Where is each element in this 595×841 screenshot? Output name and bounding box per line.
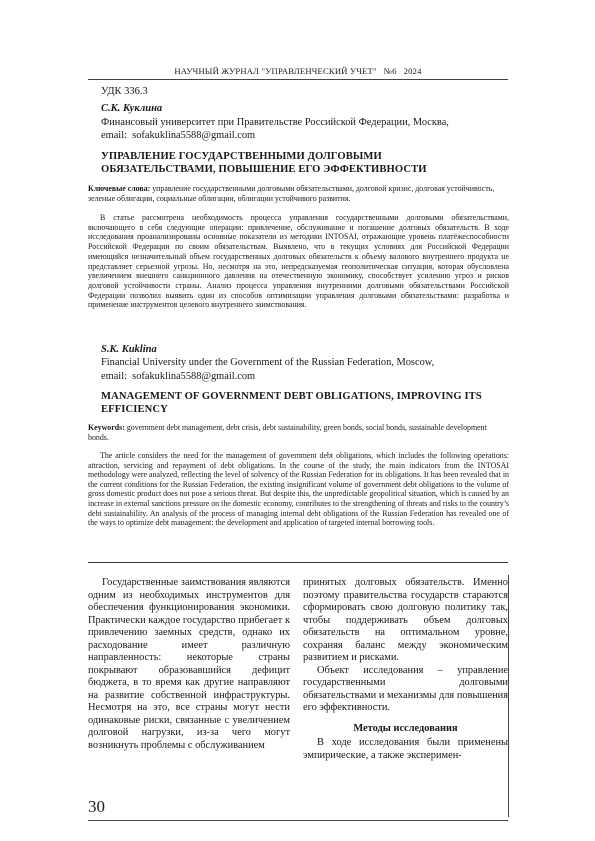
- title-ru-line1: УПРАВЛЕНИЕ ГОСУДАРСТВЕННЫМИ ДОЛГОВЫМИ: [101, 151, 382, 162]
- title-en-line2: EFFICIENCY: [101, 404, 168, 415]
- udc-code: УДК 336.3: [101, 86, 148, 97]
- section-heading-methods: Методы исследования: [353, 722, 458, 734]
- header-rule: [88, 79, 508, 80]
- keywords-en-label: Keywords:: [88, 423, 125, 432]
- keywords-en-text: government debt management, debt crisis, debt sustainability, green bonds, social bonds, sustainable development bonds.: [88, 423, 487, 442]
- author-en: S.K. Kuklina: [101, 344, 157, 355]
- keywords-ru-label: Ключевые слова:: [88, 184, 151, 193]
- running-head: НАУЧНЫЙ ЖУРНАЛ "УПРАВЛЕНЧЕСКИЙ УЧЕТ" №6 2024: [174, 66, 422, 76]
- body-column-left: [88, 577, 290, 752]
- body-paragraph: Государственные заимствования являются одним из необходимых инструментов для обеспечения функционирования экономики. Практически каждое государство прибегает к привлечению заемных средств, однако их расходование имеет различную направленность: некоторые страны покрывают образовавшийся дефицит бюджета, в то время как другие направляют на развитие собственной инфраструктуры. Несмотря на это, все страны могут нести одинаковые риски, связанные с увеличением долговой нагрузки, из-за чего могут возникнуть проблемы с обслуживанием: [88, 577, 290, 751]
- title-en-line1: MANAGEMENT OF GOVERNMENT DEBT OBLIGATIONS, IMPROVING ITS: [101, 391, 482, 402]
- body-paragraph: принятых долговых обязательств. Именно поэтому правительства государств стараются сформировать свою долговую политику так, чтобы поддерживать объем долговых обязательств на оптимальном уровне, сохраняя баланс между экономическим развитием и рисками.: [303, 577, 508, 663]
- title-ru-line2: ОБЯЗАТЕЛЬСТВАМИ, ПОВЫШЕНИЕ ЕГО ЭФФЕКТИВНОСТИ: [101, 164, 427, 175]
- affiliation-ru: Финансовый университет при Правительстве Российской Федерации, Москва,: [101, 117, 449, 128]
- email-ru: email: sofakuklina5588@gmail.com: [101, 130, 256, 141]
- body-paragraph: Объект исследования – управление государственными долговыми обязательствами и механизмы для повышения его эффективности.: [303, 664, 508, 713]
- affiliation-en: Financial University under the Government of the Russian Federation, Moscow,: [101, 357, 435, 368]
- page-number: 30: [88, 797, 105, 816]
- abstract-en: The article considers the need for the management of government debt obligations, which includes the following operations: attraction, servicing and repayment of debt obligations. In the course of the study, the main indicators from the INTOSAI methodology were analyzed, reflecting the level of solvency of the Russian Federation for its obligations. It has been revealed that in the current conditions for the Russian Federation, the existing insignificant volume of government debt obligations to the volume of gross domestic product does not pose a serious threat. But despite this, the unpredictable geopolitical situation, which is caused by an increase in external sanctions pressure on the domestic economy, contributes to the strengthening of threats and risks to the country’s debt sustainability. An analysis of the process of managing internal debt obligations of the Russian Federation has revealed one of the ways to optimize debt management: the development and application of targeted internal borrowing tools.: [88, 451, 509, 528]
- footer-rule: [88, 820, 508, 821]
- email-en: email: sofakuklina5588@gmail.com: [101, 371, 256, 382]
- abstract-ru: В статье рассмотрена необходимость процесса управления государственными долговыми обязательствами, включающего в себя следующие операции: привлечение, обслуживание и погашение долговых обязательств. В ходе исследования проанализированы основные показатели из методики INTOSAI, отражающие уровень платёжеспособности Российской Федерации по своим обязательствам. Выявлено, что в текущих условиях для Российской Федерации имеющийся незначительный объем государственных долговых обязательств к объему валового внутреннего продукта не представляет серьезной угрозы. Но, несмотря на это, непредсказуемая геополитическая ситуация, которая обусловлена увеличением внешнего санкционного давления на отечественную экономику, способствует усилению угроз и рисков долговой устойчивости страны. Анализ процесса управления внутренними долговыми обязательствами Российской Федерации позволил выявить один из способов оптимизации управления долговыми обязательствами: разработка и применение инструментов целевого внутреннего заимствования.: [88, 213, 509, 310]
- body-separator-rule: [88, 562, 508, 563]
- keywords-ru-text: управление государственными долговыми обязательствами, долговой кризис, долговая устойчивость, зеленые облигации, социальные облигации, облигации устойчивого развития.: [88, 184, 495, 203]
- body-column-right: [303, 577, 508, 762]
- margin-vertical-rule: [508, 575, 509, 817]
- title-ru: [101, 150, 511, 176]
- body-paragraph: В ходе исследования были применены эмпирические, а также эксперимен-: [303, 737, 508, 761]
- keywords-ru: [88, 184, 508, 204]
- title-en: [101, 390, 511, 416]
- author-ru: С.К. Куклина: [101, 103, 163, 114]
- keywords-en: [88, 423, 508, 443]
